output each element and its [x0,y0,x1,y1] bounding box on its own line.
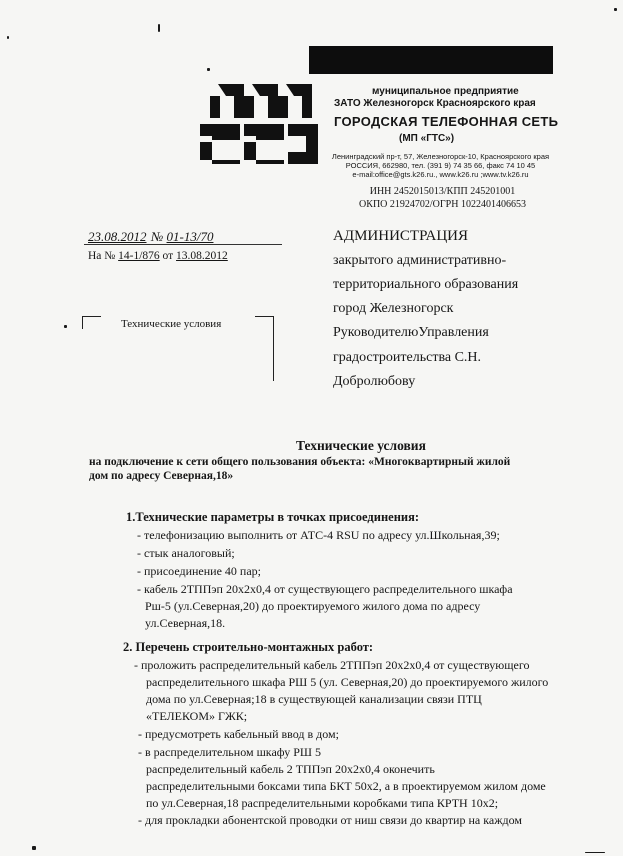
address-line3: e-mail:office@gts.k26.ru., www.k26.ru ;www.tv.k26.ru [352,170,529,179]
section1-item: - кабель 2ТППэп 20х2х0,4 от существующего распределительного шкафа [137,582,513,596]
scan-speck [614,8,617,11]
recipient-line: город Железногорск [333,301,454,316]
reference-number: 14-1/876 [118,250,160,262]
scan-speck [158,24,160,32]
section1-item: ул.Северная,18. [145,616,226,630]
section1-item: - стык аналоговый; [137,546,235,560]
okpo-ogrn: ОКПО 21924702/ОГРН 1022401406653 [359,199,526,210]
subject-line2: дом по адресу Северная,18» [89,470,234,482]
org-line2: ЗАТО Железногорск Красноярского края [334,98,536,109]
reference-line [88,250,228,262]
subject-bracket-left [82,316,101,329]
subject-bracket-right [255,316,274,381]
subject-line1: на подключение к сети общего пользования объекта: «Многоквартирный жилой [89,456,511,468]
section1-item: - телефонизацию выполнить от АТС-4 RSU по адресу ул.Школьная,39; [137,528,500,542]
recipient-line: закрытого административно- [333,253,507,268]
scan-speck [32,846,36,850]
scan-speck [585,852,605,853]
section2-item: распределительного шкафа РШ 5 (ул. Северная,20) до проектируемого жилого [146,675,549,689]
recipient-line: Добролюбову [333,374,416,389]
reference-prefix: На № [88,250,116,262]
section2-item: распределительный кабель 2 ТППэп 20х2х0,4 оконечить [146,762,435,776]
reference-date: 13.08.2012 [176,250,228,262]
number-sign: № [151,229,164,244]
address-line2: РОССИЯ, 662980, тел. (391 9) 74 35 66, факс 74 10 45 [345,161,536,170]
scan-speck [207,68,210,71]
outgoing-number-value: 01-13/70 [166,229,214,244]
scan-speck [7,36,9,39]
section2-item: - для прокладки абонентской проводки от ниш связи до квартир на каждом [138,813,522,827]
section2-item: «ТЕЛЕКОМ» ГЖК; [146,709,248,723]
recipient-title: АДМИНИСТРАЦИЯ [333,228,468,244]
section2-heading: 2. Перечень строительно-монтажных работ: [123,640,374,654]
reference-from: от [162,250,174,262]
date-underline [84,244,282,245]
outgoing-date: 23.08.2012 [88,229,147,244]
inn-kpp: ИНН 2452015013/КПП 245201001 [369,186,516,197]
org-short-name: (МП «ГТС») [399,133,455,144]
subject-caption: Технические условия [121,318,222,330]
section2-item: - проложить распределительный кабель 2ТППэп 20х2х0,4 от существующего [134,658,530,672]
org-line1: муниципальное предприятие [372,86,519,97]
section2-item: - в распределительном шкафу РШ 5 [138,745,322,759]
section2-item: дома по ул.Северная;18 в существующей канализации связи ПТЦ [146,692,482,706]
outgoing-number [151,229,213,245]
recipient-line: градостроительства С.Н. [333,350,482,365]
section2-item: распределительными боксами типа БКТ 50х2, а в проектируемом жилом доме [146,779,546,793]
section2-item: по ул.Северная,18 распределительными коробками типа КРТН 10х2; [146,796,499,810]
org-name: ГОРОДСКАЯ ТЕЛЕФОННАЯ СЕТЬ [334,114,559,129]
recipient-line: территориального образования [333,277,519,292]
redaction-bar [309,46,553,74]
address-line1: Ленинградский пр-т, 57, Железногорск-10, Красноярского края [331,152,550,161]
scan-speck [64,325,67,328]
document-title: Технические условия [296,438,426,453]
gts-logo-icon [196,80,326,180]
section1-item: Рш-5 (ул.Северная,20) до проектируемого жилого дома по адресу [145,599,481,613]
section2-item: - предусмотреть кабельный ввод в дом; [138,727,339,741]
section1-heading: 1.Технические параметры в точках присоединения: [126,510,420,524]
section1-item: - присоединение 40 пар; [137,564,262,578]
recipient-line: РуководителюУправления [333,325,489,340]
